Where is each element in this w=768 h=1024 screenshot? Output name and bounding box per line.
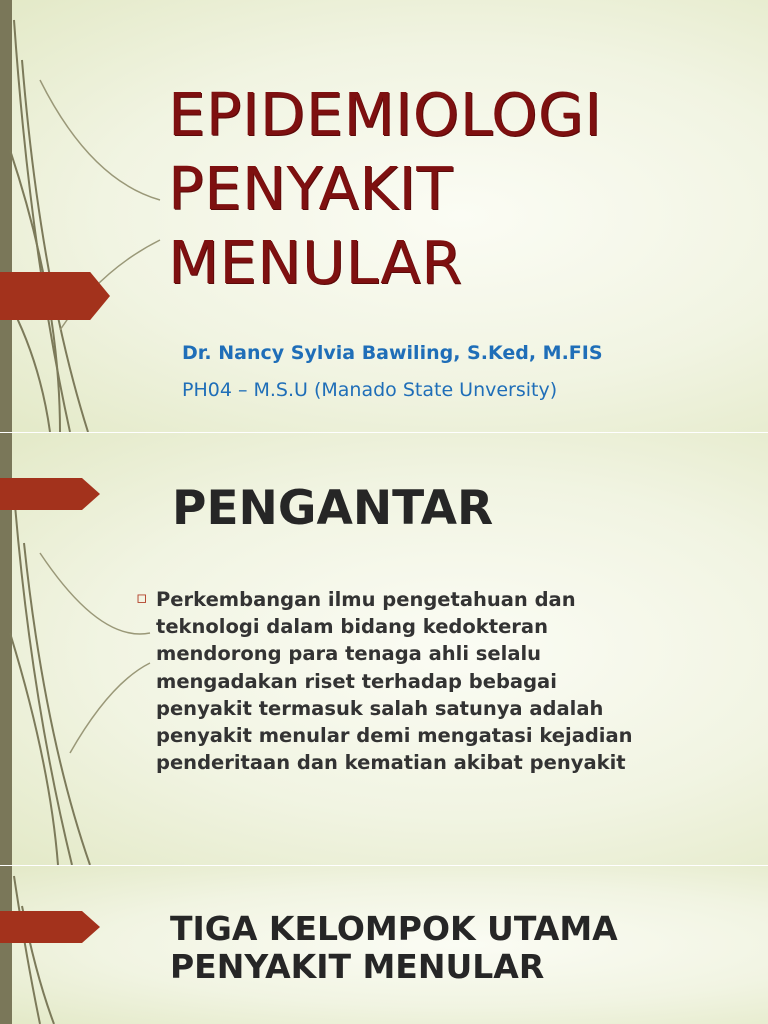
slide-pengantar — [0, 433, 768, 865]
title-slide — [0, 0, 768, 432]
slide-tiga-kelompok — [0, 866, 768, 1024]
heading-line: PENYAKIT MENULAR — [170, 947, 545, 986]
section-heading: PENGANTAR — [172, 481, 494, 536]
accent-arrow — [0, 272, 110, 320]
bullet-line: teknologi dalam bidang kedokteran — [156, 615, 548, 639]
section-heading — [170, 910, 618, 986]
title-line: EPIDEMIOLOGI — [168, 80, 603, 149]
author-affiliation: PH04 – M.S.U (Manado State Unversity) — [182, 379, 558, 401]
bullet-text — [156, 586, 736, 776]
presentation-title — [168, 78, 602, 300]
title-line: PENYAKIT — [168, 154, 453, 223]
bullet-line: Perkembangan ilmu pengetahuan dan — [156, 588, 576, 611]
heading-line: TIGA KELOMPOK UTAMA — [170, 909, 618, 948]
author-name: Dr. Nancy Sylvia Bawiling, S.Ked, M.FIS — [182, 342, 603, 364]
accent-arrow — [0, 911, 100, 943]
title-line: MENULAR — [168, 228, 463, 297]
bullet-line: mendorong para tenaga ahli selalu — [156, 642, 542, 666]
bullet-line: penderitaan dan kematian akibat penyakit — [156, 751, 626, 775]
bullet-line: mengadakan riset terhadap bebagai — [156, 669, 557, 693]
bullet-line: penyakit menular demi mengatasi kejadian — [156, 724, 633, 748]
accent-arrow — [0, 478, 100, 510]
bullet-line: penyakit termasuk salah satunya adalah — [156, 696, 604, 720]
bullet-marker-icon: ▫ — [136, 588, 148, 608]
